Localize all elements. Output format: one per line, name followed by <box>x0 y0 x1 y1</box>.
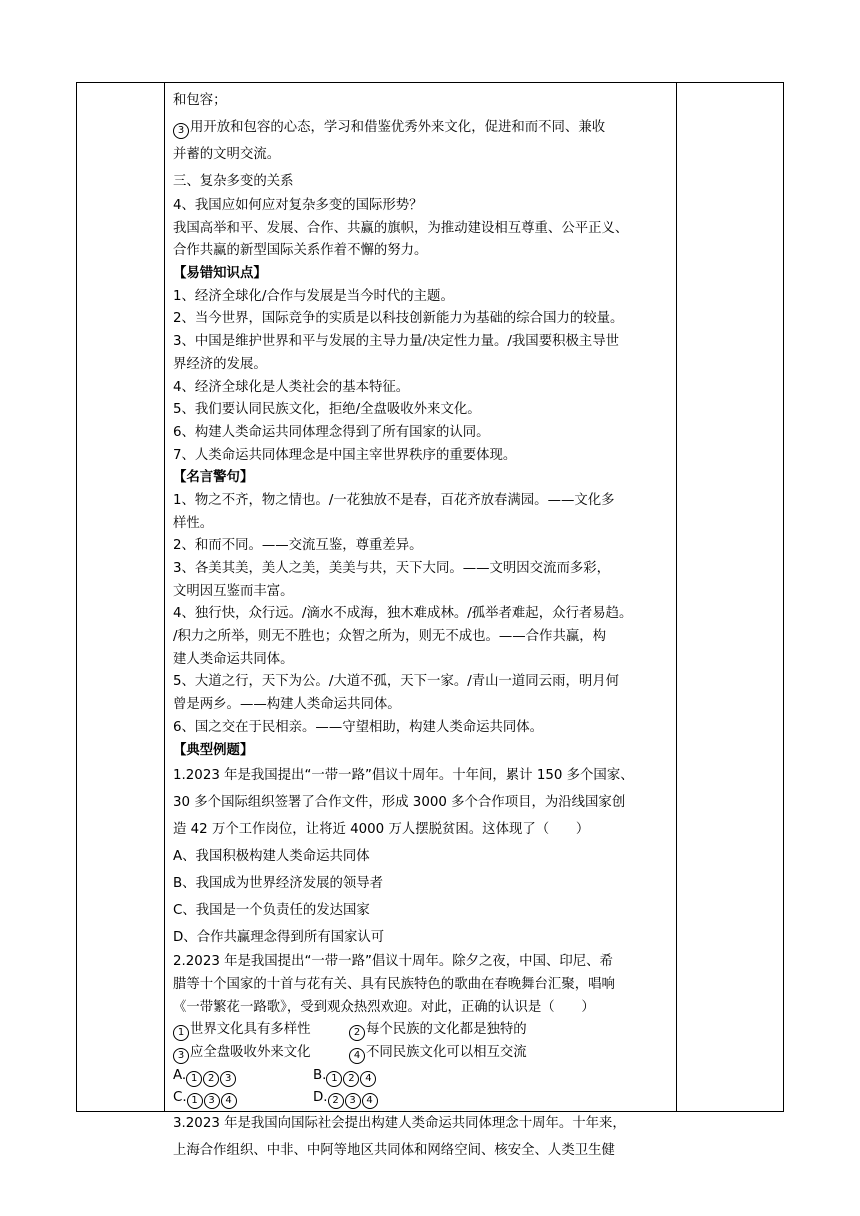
text-line <box>173 870 671 897</box>
text-line <box>173 141 671 168</box>
line-text: 2.2023 年是我国提出“一带一路”倡议十周年。除夕之夜，中国、印尼、希 <box>173 954 613 970</box>
line-text: 4、经济全球化是人类社会的基本特征。 <box>173 379 410 395</box>
text-line <box>173 286 671 309</box>
line-text: 6、构建人类命运共同体理念得到了所有国家的认同。 <box>173 424 490 440</box>
text-line <box>173 974 671 997</box>
line-text: 4、我国应如何应对复杂多变的国际形势？ <box>173 198 423 213</box>
text-line <box>173 626 671 649</box>
line-text: 合作共赢的新型国际关系作着不懈的努力。 <box>173 243 428 259</box>
choice-line <box>173 1065 671 1088</box>
line-text: 用开放和包容的心态，学习和借鉴优秀外来文化，促进和而不同、兼收 <box>190 120 606 135</box>
section-heading <box>173 263 671 286</box>
circled-number: 2 <box>349 1025 365 1041</box>
text-line <box>173 308 671 331</box>
text-line <box>173 843 671 870</box>
lesson-content <box>173 87 671 1164</box>
text-line <box>173 168 671 195</box>
circled-number: 4 <box>221 1093 237 1109</box>
circled-number: 3 <box>173 123 189 139</box>
text-line <box>173 240 671 263</box>
choice-letter: C. <box>173 1090 187 1106</box>
line-text: 1、经济全球化/合作与发展是当今时代的主题。 <box>173 288 454 304</box>
line-text: 《一带繁花一路歌》，受到观众热烈欢迎。对此，正确的认识是（ ） <box>173 999 595 1015</box>
answer-option <box>173 1019 349 1042</box>
line-text: 1、物之不齐，物之情也。/一花独放不是春，百花齐放春满园。——文化多 <box>173 492 615 508</box>
line-text: 我国高举和平、发展、合作、共赢的旗帜，为推动建设相互尊重、公平正义、 <box>173 220 629 236</box>
text-line <box>173 816 671 843</box>
option-text: 不同民族文化可以相互交流 <box>366 1044 527 1060</box>
lesson-table <box>76 82 784 1158</box>
circled-number: 4 <box>362 1093 378 1109</box>
column-divider-left <box>164 83 165 1111</box>
text-line <box>173 490 671 513</box>
line-text: 3.2023 年是我国向国际社会提出构建人类命运共同体理念十周年。十年来， <box>173 1116 626 1131</box>
line-text: 并蓄的文明交流。 <box>173 147 281 162</box>
text-line <box>173 114 671 141</box>
line-text: 造 42 万个工作岗位，让将近 4000 万人摆脱贫困。这体现了（ ） <box>173 822 590 838</box>
line-text: 30 多个国际组织签署了合作文件，形成 3000 多个合作项目，为沿线国家创 <box>173 795 626 811</box>
text-line <box>173 789 671 816</box>
line-text: 3、中国是维护世界和平与发展的主导力量/决定性力量。/我国要积极主导世 <box>173 334 620 350</box>
choice-letter: D. <box>313 1090 328 1106</box>
line-text: /积力之所举，则无不胜也；众智之所为，则无不成也。——合作共赢，构 <box>173 629 607 645</box>
text-line <box>173 331 671 354</box>
line-text: 样性。 <box>173 515 214 531</box>
text-line <box>173 422 671 445</box>
circled-number: 1 <box>186 1071 202 1087</box>
line-text: D、合作共赢理念得到所有国家认可 <box>173 930 385 946</box>
text-line <box>173 897 671 924</box>
circled-number: 1 <box>173 1025 189 1041</box>
line-text: 5、我们要认同民族文化，拒绝/全盘吸收外来文化。 <box>173 402 481 418</box>
circled-number: 1 <box>326 1071 342 1087</box>
circled-number: 4 <box>349 1048 365 1064</box>
text-line <box>173 694 671 717</box>
line-text: 【易错知识点】 <box>173 266 267 282</box>
line-text: 腊等十个国家的十首与花有关、具有民族特色的歌曲在春晚舞台汇聚，唱响 <box>173 976 615 992</box>
circled-number: 2 <box>343 1071 359 1087</box>
text-line <box>173 87 671 114</box>
column-divider-right <box>676 83 677 1111</box>
line-text: 上海合作组织、中非、中阿等地区共同体和网络空间、核安全、人类卫生健 <box>173 1143 615 1158</box>
option-text: 世界文化具有多样性 <box>190 1022 311 1038</box>
line-text: 文明因互鉴而丰富。 <box>173 583 294 599</box>
answer-choice <box>173 1065 313 1088</box>
answer-choice <box>313 1087 379 1110</box>
option-text: 应全盘吸收外来文化 <box>190 1044 311 1060</box>
section-heading <box>173 740 671 763</box>
answer-choice <box>313 1065 377 1088</box>
line-text: 【典型例题】 <box>173 742 254 758</box>
answer-option <box>349 1019 527 1042</box>
text-line <box>173 377 671 400</box>
circled-number: 3 <box>345 1093 361 1109</box>
line-text: 建人类命运共同体。 <box>173 651 294 667</box>
line-text: 5、大道之行，天下为公。/大道不孤，天下一家。/青山一道同云雨，明月何 <box>173 674 620 690</box>
line-text: 界经济的发展。 <box>173 356 267 372</box>
circled-number: 2 <box>328 1093 344 1109</box>
option-line <box>173 1042 671 1065</box>
line-text: 3、各美其美，美人之美，美美与共，天下大同。——文明因交流而多彩， <box>173 561 611 576</box>
circled-number: 3 <box>204 1093 220 1109</box>
text-line <box>173 399 671 422</box>
answer-choice <box>173 1087 313 1110</box>
text-line <box>173 1110 671 1137</box>
line-text: B、我国成为世界经济发展的领导者 <box>173 876 384 892</box>
choice-letter: B. <box>313 1067 327 1083</box>
answer-option <box>349 1042 527 1065</box>
circled-number: 1 <box>187 1093 203 1109</box>
line-text: 三、复杂多变的关系 <box>173 174 294 189</box>
text-line <box>173 581 671 604</box>
answer-option <box>173 1042 349 1065</box>
line-text: 1.2023 年是我国提出“一带一路”倡议十周年。十年间，累计 150 多个国家、 <box>173 768 634 784</box>
choice-letter: A. <box>173 1067 187 1083</box>
line-text: 6、国之交在于民相亲。——守望相助，构建人类命运共同体。 <box>173 719 544 735</box>
line-text: 7、人类命运共同体理念是中国主宰世界秩序的重要体现。 <box>173 447 517 463</box>
text-line <box>173 951 671 974</box>
text-line <box>173 717 671 740</box>
option-line <box>173 1019 671 1042</box>
text-line <box>173 1137 671 1164</box>
text-line <box>173 354 671 377</box>
line-text: 曾是两乡。——构建人类命运共同体。 <box>173 697 401 713</box>
text-line <box>173 218 671 241</box>
text-line <box>173 649 671 672</box>
text-line <box>173 513 671 536</box>
line-text: 【名言警句】 <box>173 470 254 486</box>
section-heading <box>173 467 671 490</box>
text-line <box>173 603 671 626</box>
line-text: 4、独行快，众行远。/滴水不成海，独木难成林。/孤举者难起，众行者易趋。 <box>173 606 633 622</box>
line-text: 2、和而不同。——交流互鉴，尊重差异。 <box>173 538 423 554</box>
choice-line <box>173 1087 671 1110</box>
line-text: 2、当今世界，国际竞争的实质是以科技创新能力为基础的综合国力的较量。 <box>173 311 624 327</box>
circled-number: 4 <box>360 1071 376 1087</box>
line-text: A、我国积极构建人类命运共同体 <box>173 849 370 865</box>
option-text: 每个民族的文化都是独特的 <box>366 1022 527 1038</box>
text-line <box>173 997 671 1020</box>
text-line <box>173 924 671 951</box>
text-line <box>173 445 671 468</box>
text-line <box>173 671 671 694</box>
text-line <box>173 535 671 558</box>
text-line <box>173 558 671 581</box>
circled-number: 3 <box>220 1071 236 1087</box>
text-line <box>173 762 671 789</box>
text-line <box>173 195 671 218</box>
circled-number: 2 <box>203 1071 219 1087</box>
circled-number: 3 <box>173 1048 189 1064</box>
line-text: C、我国是一个负责任的发达国家 <box>173 903 370 919</box>
line-text: 和包容； <box>173 93 227 108</box>
